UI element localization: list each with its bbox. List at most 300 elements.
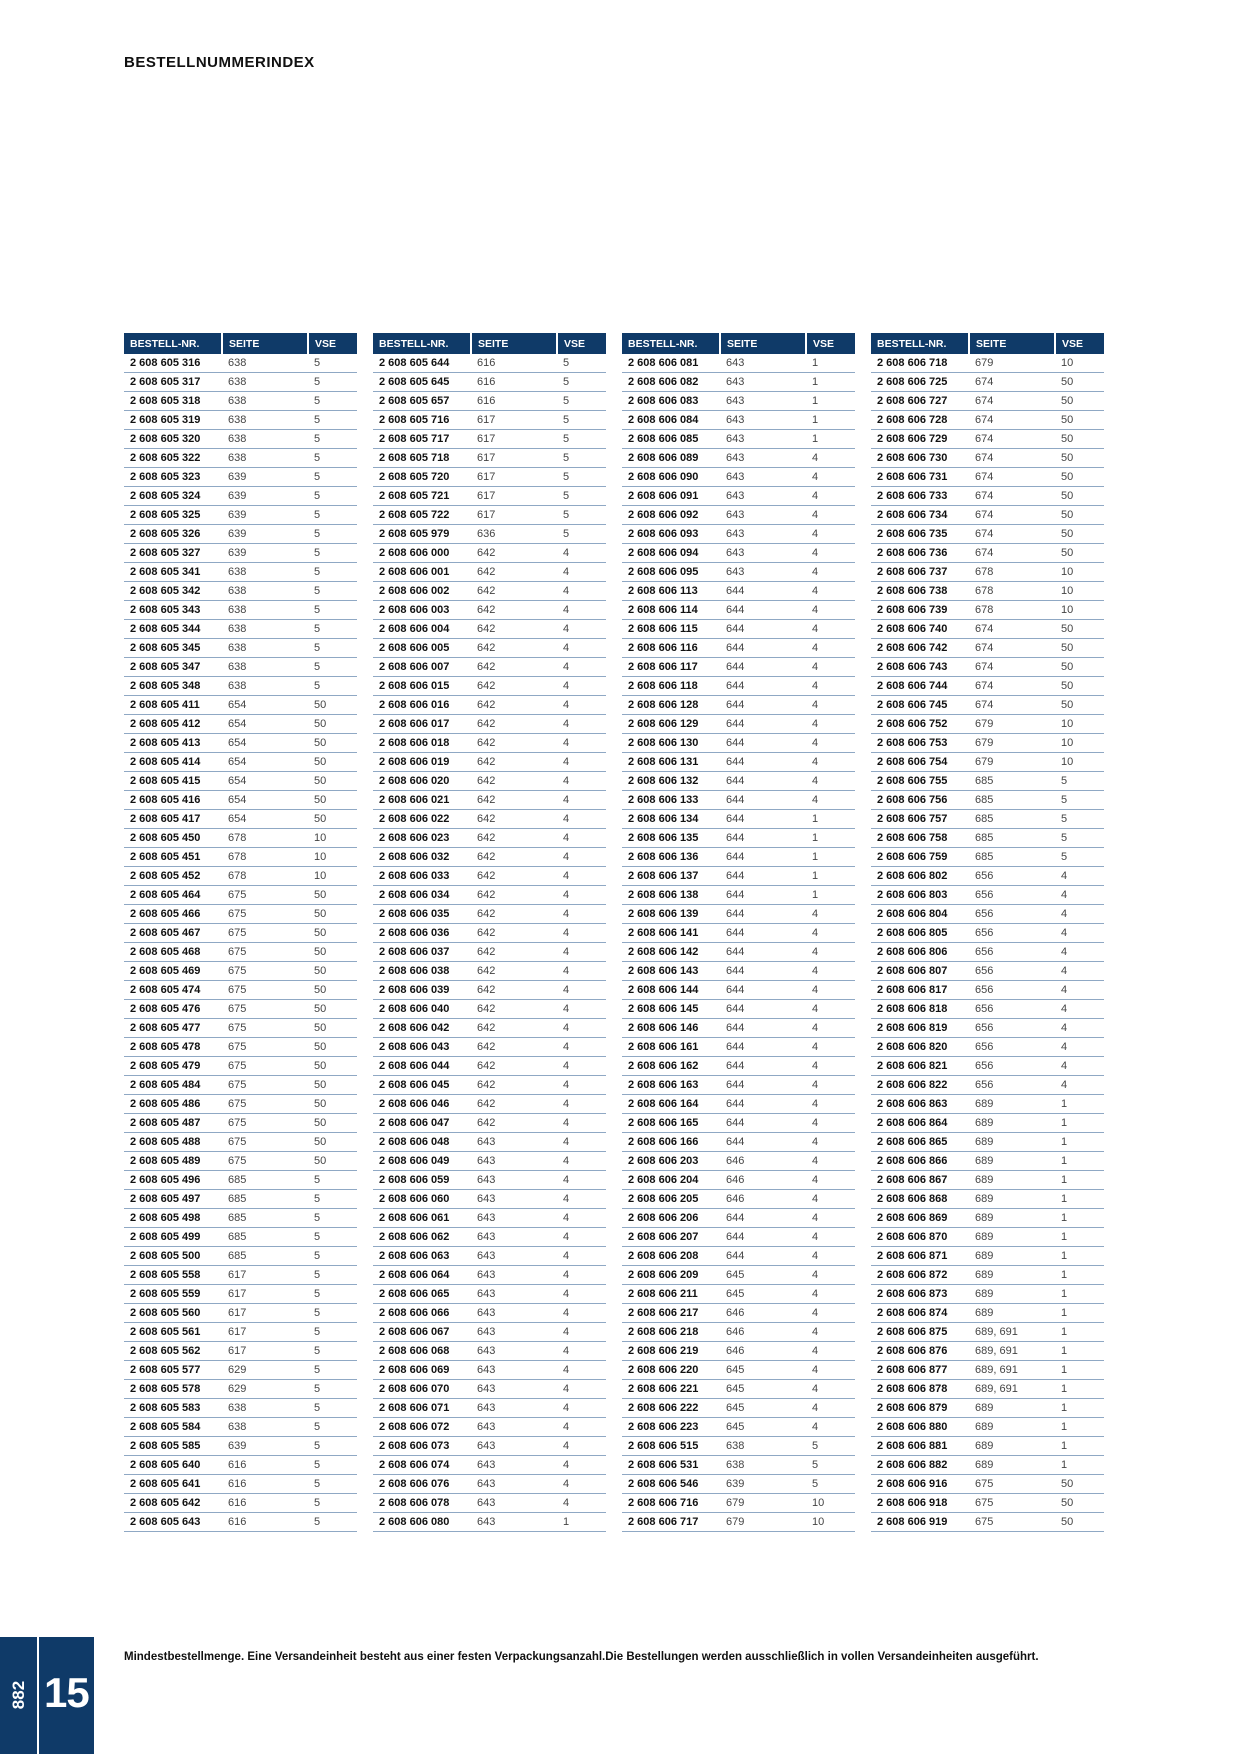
order-number-cell: 2 608 606 735 <box>871 525 969 544</box>
unit-cell: 4 <box>557 1247 606 1266</box>
order-number-cell: 2 608 606 546 <box>622 1475 720 1494</box>
unit-cell: 4 <box>557 677 606 696</box>
table-row <box>373 1380 606 1399</box>
order-number-cell: 2 608 606 037 <box>373 943 471 962</box>
table-row <box>124 1190 357 1209</box>
table-row <box>124 506 357 525</box>
table-row <box>622 468 855 487</box>
table-row <box>622 658 855 677</box>
order-number-cell: 2 608 606 166 <box>622 1133 720 1152</box>
unit-cell: 1 <box>1055 1190 1104 1209</box>
unit-cell: 1 <box>1055 1171 1104 1190</box>
page-cell: 642 <box>471 829 557 848</box>
table-row <box>871 468 1104 487</box>
unit-cell: 4 <box>557 601 606 620</box>
page-cell: 689, 691 <box>969 1380 1055 1399</box>
order-number-cell: 2 608 606 203 <box>622 1152 720 1171</box>
page-title: BESTELLNUMMERINDEX <box>124 54 315 71</box>
order-number-cell: 2 608 606 818 <box>871 1000 969 1019</box>
table-row <box>373 1076 606 1095</box>
page-cell: 642 <box>471 696 557 715</box>
table-row <box>622 1209 855 1228</box>
page-cell: 642 <box>471 886 557 905</box>
table-row <box>622 506 855 525</box>
unit-cell: 4 <box>557 1190 606 1209</box>
page-cell: 643 <box>720 373 806 392</box>
page-cell: 674 <box>969 411 1055 430</box>
order-number-cell: 2 608 606 020 <box>373 772 471 791</box>
table-row <box>871 924 1104 943</box>
unit-cell: 10 <box>1055 582 1104 601</box>
table-row <box>622 373 855 392</box>
table-row <box>622 1171 855 1190</box>
table-row <box>871 1171 1104 1190</box>
order-number-cell: 2 608 606 515 <box>622 1437 720 1456</box>
table-row <box>622 1399 855 1418</box>
unit-cell: 1 <box>1055 1133 1104 1152</box>
unit-cell: 5 <box>308 487 357 506</box>
order-number-cell: 2 608 606 865 <box>871 1133 969 1152</box>
page-cell: 689 <box>969 1095 1055 1114</box>
page-cell: 643 <box>720 506 806 525</box>
table-row <box>124 1038 357 1057</box>
order-number-cell: 2 608 606 806 <box>871 943 969 962</box>
unit-cell: 4 <box>1055 981 1104 1000</box>
page-cell: 689, 691 <box>969 1361 1055 1380</box>
order-number-cell: 2 608 605 319 <box>124 411 222 430</box>
unit-cell: 1 <box>806 411 855 430</box>
page-cell: 646 <box>720 1190 806 1209</box>
page-cell: 644 <box>720 601 806 620</box>
table-row <box>373 715 606 734</box>
table-row <box>871 1000 1104 1019</box>
unit-cell: 4 <box>1055 886 1104 905</box>
unit-cell: 50 <box>1055 392 1104 411</box>
order-number-cell: 2 608 606 221 <box>622 1380 720 1399</box>
page-cell: 654 <box>222 734 308 753</box>
table-row <box>871 430 1104 449</box>
table-row <box>622 1152 855 1171</box>
page-cell: 675 <box>222 1019 308 1038</box>
order-number-cell: 2 608 605 474 <box>124 981 222 1000</box>
page-cell: 689, 691 <box>969 1323 1055 1342</box>
unit-cell: 4 <box>806 1095 855 1114</box>
page-cell: 679 <box>969 715 1055 734</box>
table-row <box>622 1228 855 1247</box>
page-cell: 616 <box>222 1494 308 1513</box>
order-number-cell: 2 608 605 558 <box>124 1266 222 1285</box>
table-row <box>124 582 357 601</box>
page-cell: 689 <box>969 1285 1055 1304</box>
order-number-cell: 2 608 606 869 <box>871 1209 969 1228</box>
page-cell: 674 <box>969 525 1055 544</box>
order-number-cell: 2 608 606 211 <box>622 1285 720 1304</box>
page-cell: 645 <box>720 1285 806 1304</box>
page-cell: 643 <box>471 1228 557 1247</box>
order-number-cell: 2 608 606 076 <box>373 1475 471 1494</box>
table-row <box>373 981 606 1000</box>
page-cell: 644 <box>720 829 806 848</box>
page-cell: 643 <box>471 1171 557 1190</box>
unit-cell: 4 <box>557 639 606 658</box>
table-row <box>871 1418 1104 1437</box>
page-cell: 685 <box>222 1209 308 1228</box>
unit-cell: 5 <box>806 1456 855 1475</box>
table-header-row <box>622 333 855 354</box>
unit-cell: 5 <box>308 1266 357 1285</box>
page-cell: 643 <box>471 1342 557 1361</box>
page-cell: 678 <box>969 563 1055 582</box>
page-cell: 639 <box>222 1437 308 1456</box>
table-row <box>871 867 1104 886</box>
table-row <box>622 791 855 810</box>
order-number-cell: 2 608 606 733 <box>871 487 969 506</box>
table-row <box>124 772 357 791</box>
table-row <box>373 525 606 544</box>
page-cell: 685 <box>222 1228 308 1247</box>
order-number-cell: 2 608 606 005 <box>373 639 471 658</box>
table-row <box>373 1361 606 1380</box>
page-cell: 685 <box>969 772 1055 791</box>
order-number-cell: 2 608 605 450 <box>124 829 222 848</box>
table-row <box>871 544 1104 563</box>
table-row <box>622 943 855 962</box>
order-number-cell: 2 608 605 327 <box>124 544 222 563</box>
table-row <box>622 1133 855 1152</box>
order-number-cell: 2 608 605 559 <box>124 1285 222 1304</box>
page-cell: 643 <box>720 430 806 449</box>
page-cell: 644 <box>720 810 806 829</box>
unit-cell: 4 <box>806 487 855 506</box>
table-row <box>871 772 1104 791</box>
page-cell: 678 <box>222 867 308 886</box>
unit-cell: 1 <box>806 848 855 867</box>
table-row <box>124 1437 357 1456</box>
table-row <box>622 1285 855 1304</box>
order-number-cell: 2 608 606 882 <box>871 1456 969 1475</box>
table-row <box>124 487 357 506</box>
table-row <box>871 582 1104 601</box>
order-number-cell: 2 608 606 117 <box>622 658 720 677</box>
order-number-cell: 2 608 605 645 <box>373 373 471 392</box>
table-row <box>871 354 1104 373</box>
table-row <box>871 1475 1104 1494</box>
table-row <box>124 601 357 620</box>
unit-cell: 4 <box>557 867 606 886</box>
order-number-cell: 2 608 605 721 <box>373 487 471 506</box>
page-cell: 678 <box>222 829 308 848</box>
page-cell: 639 <box>720 1475 806 1494</box>
unit-cell: 4 <box>806 1361 855 1380</box>
unit-cell: 4 <box>806 1228 855 1247</box>
unit-cell: 4 <box>557 1000 606 1019</box>
order-number-cell: 2 608 606 164 <box>622 1095 720 1114</box>
order-number-cell: 2 608 606 023 <box>373 829 471 848</box>
page-cell: 643 <box>720 544 806 563</box>
order-number-cell: 2 608 606 003 <box>373 601 471 620</box>
table-row <box>622 449 855 468</box>
unit-cell: 4 <box>806 1247 855 1266</box>
order-number-cell: 2 608 606 061 <box>373 1209 471 1228</box>
table-row <box>373 753 606 772</box>
unit-cell: 5 <box>806 1475 855 1494</box>
unit-cell: 4 <box>557 829 606 848</box>
page-cell: 642 <box>471 734 557 753</box>
table-row <box>622 677 855 696</box>
page-cell: 643 <box>471 1209 557 1228</box>
unit-cell: 4 <box>557 1323 606 1342</box>
page-cell: 644 <box>720 620 806 639</box>
unit-cell: 4 <box>1055 1038 1104 1057</box>
order-number-cell: 2 608 606 718 <box>871 354 969 373</box>
order-number-cell: 2 608 606 017 <box>373 715 471 734</box>
order-number-cell: 2 608 605 416 <box>124 791 222 810</box>
table-row <box>622 354 855 373</box>
table-row <box>622 1494 855 1513</box>
table-row <box>124 1114 357 1133</box>
order-number-cell: 2 608 606 032 <box>373 848 471 867</box>
page-cell: 689 <box>969 1171 1055 1190</box>
table-row <box>871 392 1104 411</box>
page-cell: 638 <box>222 620 308 639</box>
page-cell: 685 <box>222 1247 308 1266</box>
order-number-cell: 2 608 606 878 <box>871 1380 969 1399</box>
page-cell: 644 <box>720 886 806 905</box>
order-number-cell: 2 608 606 874 <box>871 1304 969 1323</box>
unit-cell: 5 <box>308 677 357 696</box>
order-number-cell: 2 608 606 756 <box>871 791 969 810</box>
index-table-3 <box>622 333 855 1532</box>
unit-cell: 5 <box>308 620 357 639</box>
unit-cell: 5 <box>308 430 357 449</box>
unit-cell: 4 <box>806 1076 855 1095</box>
page-cell: 643 <box>471 1152 557 1171</box>
order-number-cell: 2 608 606 134 <box>622 810 720 829</box>
page-cell: 689 <box>969 1266 1055 1285</box>
unit-cell: 4 <box>557 924 606 943</box>
order-number-cell: 2 608 605 325 <box>124 506 222 525</box>
unit-cell: 5 <box>557 392 606 411</box>
order-number-cell: 2 608 606 803 <box>871 886 969 905</box>
page-cell: 654 <box>222 715 308 734</box>
order-number-cell: 2 608 606 073 <box>373 1437 471 1456</box>
order-number-cell: 2 608 606 873 <box>871 1285 969 1304</box>
order-number-cell: 2 608 606 144 <box>622 981 720 1000</box>
table-row <box>373 734 606 753</box>
unit-cell: 5 <box>308 601 357 620</box>
page-cell: 617 <box>222 1323 308 1342</box>
table-row <box>622 772 855 791</box>
order-number-cell: 2 608 605 476 <box>124 1000 222 1019</box>
table-row <box>871 601 1104 620</box>
order-number-cell: 2 608 606 880 <box>871 1418 969 1437</box>
unit-cell: 5 <box>308 1304 357 1323</box>
order-number-cell: 2 608 606 080 <box>373 1513 471 1532</box>
order-number-cell: 2 608 605 641 <box>124 1475 222 1494</box>
order-number-cell: 2 608 606 725 <box>871 373 969 392</box>
unit-cell: 5 <box>1055 848 1104 867</box>
order-number-cell: 2 608 606 871 <box>871 1247 969 1266</box>
table-row <box>622 886 855 905</box>
table-row <box>871 1380 1104 1399</box>
order-number-cell: 2 608 605 486 <box>124 1095 222 1114</box>
unit-cell: 1 <box>1055 1361 1104 1380</box>
unit-cell: 4 <box>1055 1057 1104 1076</box>
unit-cell: 5 <box>557 430 606 449</box>
page-cell: 642 <box>471 620 557 639</box>
order-number-cell: 2 608 606 038 <box>373 962 471 981</box>
unit-cell: 5 <box>308 468 357 487</box>
unit-cell: 1 <box>1055 1323 1104 1342</box>
page-cell: 644 <box>720 1133 806 1152</box>
order-number-cell: 2 608 606 759 <box>871 848 969 867</box>
table-row <box>373 943 606 962</box>
unit-cell: 5 <box>557 373 606 392</box>
page-cell: 644 <box>720 924 806 943</box>
order-number-cell: 2 608 605 484 <box>124 1076 222 1095</box>
table-row <box>373 1285 606 1304</box>
order-number-cell: 2 608 606 118 <box>622 677 720 696</box>
order-number-cell: 2 608 606 205 <box>622 1190 720 1209</box>
unit-cell: 4 <box>806 1171 855 1190</box>
page-cell: 644 <box>720 734 806 753</box>
table-row <box>124 1247 357 1266</box>
unit-cell: 4 <box>557 1475 606 1494</box>
table-row <box>871 1247 1104 1266</box>
unit-cell: 50 <box>308 1133 357 1152</box>
page-cell: 617 <box>222 1342 308 1361</box>
page-cell: 645 <box>720 1361 806 1380</box>
unit-cell: 5 <box>308 1399 357 1418</box>
order-number-cell: 2 608 606 022 <box>373 810 471 829</box>
unit-cell: 4 <box>806 696 855 715</box>
order-number-cell: 2 608 605 322 <box>124 449 222 468</box>
order-number-cell: 2 608 606 802 <box>871 867 969 886</box>
unit-cell: 1 <box>1055 1266 1104 1285</box>
table-row <box>124 1361 357 1380</box>
page-cell: 642 <box>471 1000 557 1019</box>
page-cell: 642 <box>471 981 557 1000</box>
order-number-cell: 2 608 606 036 <box>373 924 471 943</box>
unit-cell: 4 <box>557 1380 606 1399</box>
page-cell: 638 <box>222 449 308 468</box>
page-cell: 654 <box>222 810 308 829</box>
page-cell: 643 <box>720 468 806 487</box>
index-table-2 <box>373 333 606 1532</box>
page-cell: 689 <box>969 1114 1055 1133</box>
table-row <box>124 677 357 696</box>
table-row <box>124 392 357 411</box>
page-cell: 644 <box>720 791 806 810</box>
order-number-cell: 2 608 606 113 <box>622 582 720 601</box>
table-row <box>373 563 606 582</box>
order-number-cell: 2 608 606 531 <box>622 1456 720 1475</box>
page-cell: 689 <box>969 1304 1055 1323</box>
table-row <box>373 1475 606 1494</box>
table-row <box>871 1038 1104 1057</box>
table-row <box>373 1304 606 1323</box>
page-cell: 639 <box>222 506 308 525</box>
unit-cell: 4 <box>557 1494 606 1513</box>
table-row <box>871 1095 1104 1114</box>
table-row <box>373 1418 606 1437</box>
unit-cell: 4 <box>557 753 606 772</box>
page-cell: 656 <box>969 867 1055 886</box>
unit-cell: 1 <box>806 392 855 411</box>
table-row <box>373 449 606 468</box>
page-cell: 679 <box>969 753 1055 772</box>
page-cell: 645 <box>720 1266 806 1285</box>
page-cell: 656 <box>969 924 1055 943</box>
order-number-cell: 2 608 606 223 <box>622 1418 720 1437</box>
unit-cell: 4 <box>806 544 855 563</box>
order-number-cell: 2 608 606 089 <box>622 449 720 468</box>
page-cell: 675 <box>222 1038 308 1057</box>
table-row <box>373 1057 606 1076</box>
order-number-cell: 2 608 605 498 <box>124 1209 222 1228</box>
page-number: 882 <box>9 1680 28 1710</box>
unit-cell: 4 <box>557 886 606 905</box>
order-number-cell: 2 608 606 049 <box>373 1152 471 1171</box>
page-cell: 643 <box>720 354 806 373</box>
unit-cell: 5 <box>308 1171 357 1190</box>
page-cell: 674 <box>969 487 1055 506</box>
page-cell: 642 <box>471 1019 557 1038</box>
page-cell: 643 <box>471 1513 557 1532</box>
table-row <box>373 1095 606 1114</box>
order-number-cell: 2 608 605 488 <box>124 1133 222 1152</box>
table-row <box>124 1171 357 1190</box>
order-number-cell: 2 608 606 742 <box>871 639 969 658</box>
unit-cell: 4 <box>1055 962 1104 981</box>
page-cell: 638 <box>720 1456 806 1475</box>
unit-cell: 4 <box>557 1418 606 1437</box>
table-row <box>124 943 357 962</box>
table-row <box>373 582 606 601</box>
page-cell: 643 <box>471 1323 557 1342</box>
unit-cell: 50 <box>1055 449 1104 468</box>
unit-cell: 4 <box>557 1285 606 1304</box>
order-number-cell: 2 608 605 578 <box>124 1380 222 1399</box>
order-number-cell: 2 608 606 141 <box>622 924 720 943</box>
order-number-cell: 2 608 606 737 <box>871 563 969 582</box>
page-cell: 638 <box>222 373 308 392</box>
order-number-cell: 2 608 606 069 <box>373 1361 471 1380</box>
order-number-cell: 2 608 606 065 <box>373 1285 471 1304</box>
table-row <box>622 1380 855 1399</box>
order-number-cell: 2 608 606 139 <box>622 905 720 924</box>
unit-cell: 4 <box>557 1114 606 1133</box>
unit-cell: 5 <box>308 658 357 677</box>
page-cell: 645 <box>720 1399 806 1418</box>
order-number-cell: 2 608 606 045 <box>373 1076 471 1095</box>
table-row <box>871 1133 1104 1152</box>
order-number-cell: 2 608 606 752 <box>871 715 969 734</box>
page-cell: 675 <box>222 886 308 905</box>
order-number-cell: 2 608 605 487 <box>124 1114 222 1133</box>
footnote: Mindestbestellmenge. Eine Versandeinheit besteht aus einer festen Verpackungsanzahl.Die Bestellungen werden ausschließlich in vollen Versandeinheiten ausgeführt. <box>124 1651 1039 1663</box>
unit-cell: 4 <box>557 1057 606 1076</box>
unit-cell: 10 <box>308 848 357 867</box>
table-row <box>373 658 606 677</box>
unit-cell: 1 <box>1055 1095 1104 1114</box>
unit-cell: 50 <box>308 981 357 1000</box>
table-row <box>622 715 855 734</box>
order-number-cell: 2 608 606 114 <box>622 601 720 620</box>
order-number-cell: 2 608 606 116 <box>622 639 720 658</box>
order-number-cell: 2 608 606 736 <box>871 544 969 563</box>
table-row <box>622 1114 855 1133</box>
